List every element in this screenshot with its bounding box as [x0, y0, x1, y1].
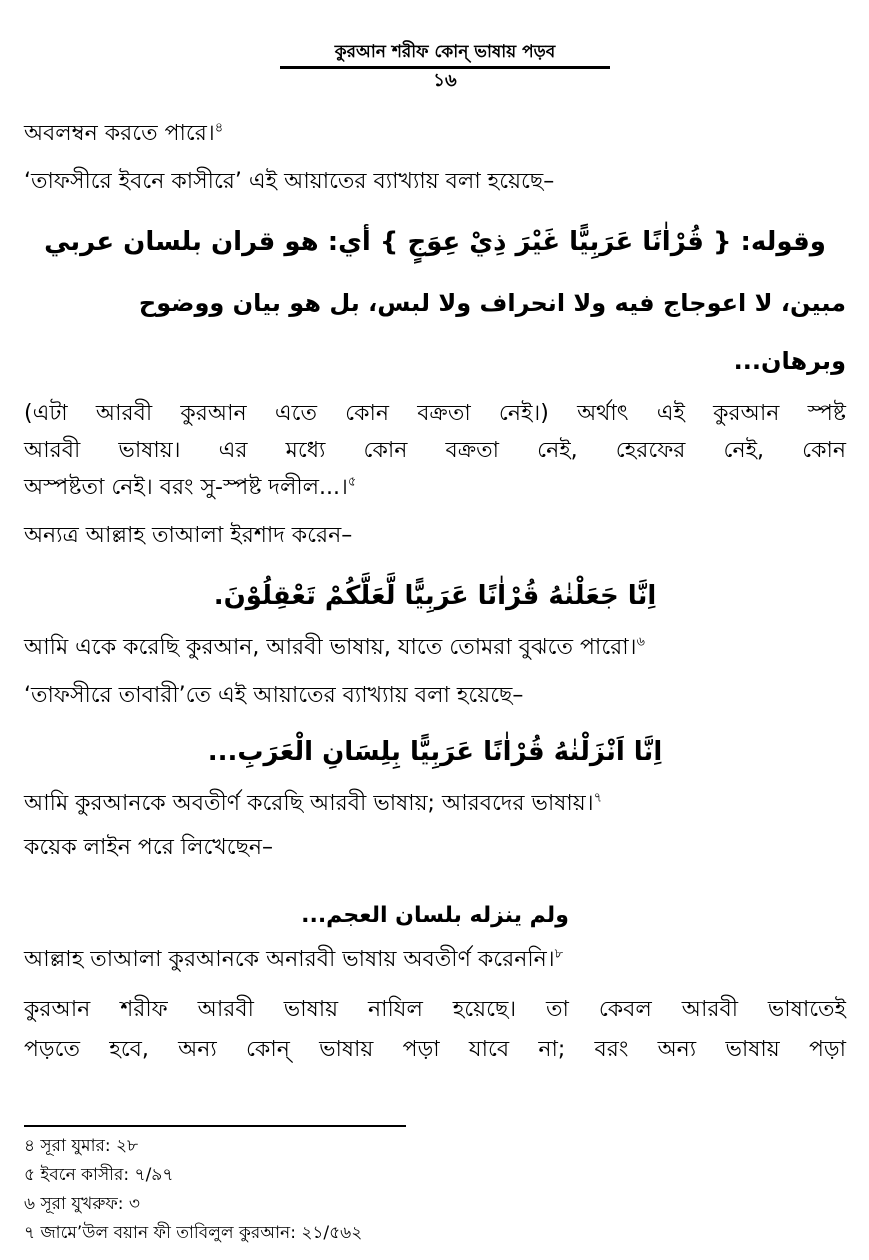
page-number: ১৬: [433, 70, 457, 91]
body-line: অন্যত্র আল্লাহ তাআলা ইরশাদ করেন–: [24, 523, 353, 548]
arabic-quote: ولم ينزله بلسان العجم...: [301, 903, 569, 928]
arabic-quote: مبين، لا اعوجاج فيه ولا انحراف ولا لبس، بل هو بيان ووضوح: [138, 289, 846, 317]
body-line: আমি একে করেছি কুরআন, আরবী ভাষায়, যাতে তোমরা বুঝতে পারো।$^৬$: [24, 634, 645, 660]
body-line: অবলম্বন করতে পারে।$^৪$: [24, 120, 224, 146]
footnote-ref: ৬: [636, 634, 645, 650]
body-line: আরবী ভাষায়। এর মধ্যে কোন বক্রতা নেই, হেরফের নেই, কোন: [24, 438, 846, 463]
body-line: ‘তাফসীরে ইবনে কাসীরে’ এই আয়াতের ব্যাখ্যায় বলা হয়েছে–: [24, 169, 555, 194]
footnote-ref: ৭: [593, 790, 603, 806]
arabic-quote: وقوله: { قُرْاٰنًا عَرَبِيًّا غَيْرَ ذِيْ عِوَجٍ } أي: هو قران بلسان عربي: [44, 227, 826, 257]
footnote-ref: ৮: [554, 946, 564, 962]
body-line: (এটা আরবী কুরআন এতে কোন বক্রতা নেই।) অর্থাৎ এই কুরআন স্পষ্ট: [24, 401, 846, 426]
body-line: আল্লাহ তাআলা কুরআনকে অনারবী ভাষায় অবতীর্ণ করেননি।$^৮$: [24, 946, 564, 972]
footnote-item: ৫ ইবনে কাসীর: ৭/৯৭: [24, 1165, 174, 1185]
footnote-divider: [24, 1125, 406, 1127]
body-line: অস্পষ্টতা নেই। বরং সু-স্পষ্ট দলীল...।$^৫$: [24, 474, 357, 500]
arabic-quote: وبرهان...: [733, 347, 846, 375]
body-line: কুরআন শরীফ আরবী ভাষায় নাযিল হয়েছে। তা কেবল আরবী ভাষাতেই: [24, 997, 846, 1022]
footnote-item: ৬ সূরা যুখরুফ: ৩: [24, 1194, 140, 1214]
arabic-verse: اِنَّا جَعَلْنٰهُ قُرْاٰنًا عَرَبِيًّا لَّعَلَّكُمْ تَعْقِلُوْنَ.: [213, 581, 657, 611]
footnote-item: ৪ সূরা যুমার: ২৮: [24, 1136, 139, 1156]
body-line: আমি কুরআনকে অবতীর্ণ করেছি আরবী ভাষায়; আরবদের ভাষায়।$^৭$: [24, 790, 603, 816]
body-line: পড়তে হবে, অন্য কোন্ ভাষায় পড়া যাবে না; বরং অন্য ভাষায় পড়া: [24, 1037, 846, 1062]
body-line: কয়েক লাইন পরে লিখেছেন–: [24, 835, 274, 860]
body-line: ‘তাফসীরে তাবারী’তে এই আয়াতের ব্যাখ্যায় বলা হয়েছে–: [24, 683, 524, 708]
footnote-ref: ৪: [214, 120, 224, 136]
footnote-ref: ৫: [347, 474, 357, 490]
footnote-item: ৭ জামে’উল বয়ান ফী তাবিলুল কুরআন: ২১/৫৬২: [24, 1223, 363, 1243]
running-header: [280, 40, 610, 93]
book-title: কুরআন শরীফ কোন্ ভাষায় পড়ব: [334, 42, 556, 62]
arabic-verse: اِنَّا اَنْزَلْنٰهُ قُرْاٰنًا عَرَبِيًّا بِلِسَانِ الْعَرَبِ...: [207, 737, 663, 767]
footnotes: [24, 1132, 846, 1248]
